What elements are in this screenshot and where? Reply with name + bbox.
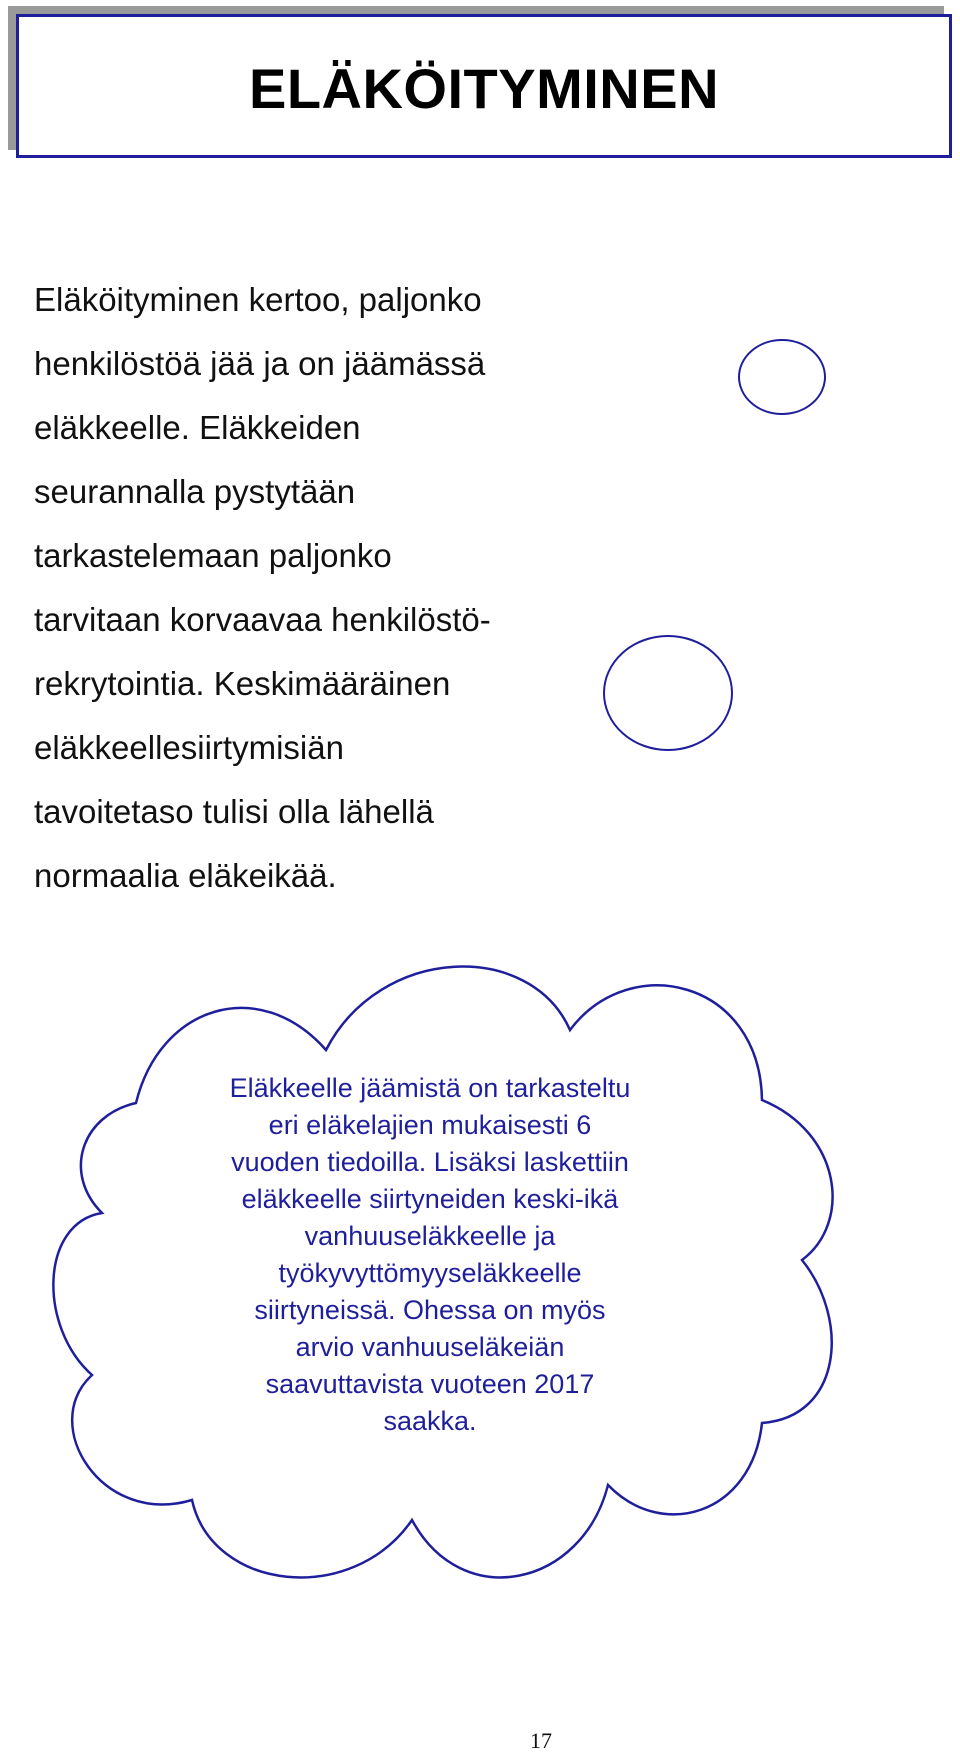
cloud-line: Eläkkeelle jäämistä on tarkasteltu bbox=[229, 1073, 631, 1103]
intro-line: seurannalla pystytään bbox=[34, 473, 356, 510]
intro-line: normaalia eläkeikää. bbox=[34, 857, 337, 894]
intro-line: rekrytointia. Keskimääräinen bbox=[34, 665, 451, 702]
intro-line: tavoitetaso tulisi olla lähellä bbox=[34, 793, 434, 830]
cloud-line: eläkkeelle siirtyneiden keski-ikä bbox=[241, 1184, 619, 1214]
intro-line: henkilöstöä jää ja on jäämässä bbox=[34, 345, 486, 382]
cloud-text bbox=[150, 1070, 710, 1440]
intro-line: tarvitaan korvaavaa henkilöstö- bbox=[34, 601, 491, 638]
small-thought-bubble bbox=[739, 340, 825, 414]
page-title: ELÄKÖITYMINEN bbox=[248, 56, 720, 120]
cloud-line: siirtyneissä. Ohessa on myös bbox=[254, 1295, 606, 1325]
cloud-line: eri eläkelajien mukaisesti 6 bbox=[268, 1110, 592, 1140]
intro-line: tarkastelemaan paljonko bbox=[34, 537, 392, 574]
cloud-line: vuoden tiedoilla. Lisäksi laskettiin bbox=[231, 1147, 629, 1177]
cloud-line: saavuttavista vuoteen 2017 bbox=[265, 1369, 595, 1399]
page-number: 17 bbox=[530, 1728, 552, 1753]
cloud-line: saakka. bbox=[383, 1406, 477, 1436]
intro-line: Eläköityminen kertoo, paljonko bbox=[34, 281, 482, 318]
cloud-line: arvio vanhuuseläkeiän bbox=[295, 1332, 565, 1362]
cloud-line: työkyvyttömyyseläkkeelle bbox=[278, 1258, 582, 1288]
medium-thought-bubble bbox=[604, 636, 732, 750]
intro-line: eläkkeelle. Eläkkeiden bbox=[34, 409, 361, 446]
intro-line: eläkkeellesiirtymisiän bbox=[34, 729, 344, 766]
cloud-line: vanhuuseläkkeelle ja bbox=[304, 1221, 556, 1251]
